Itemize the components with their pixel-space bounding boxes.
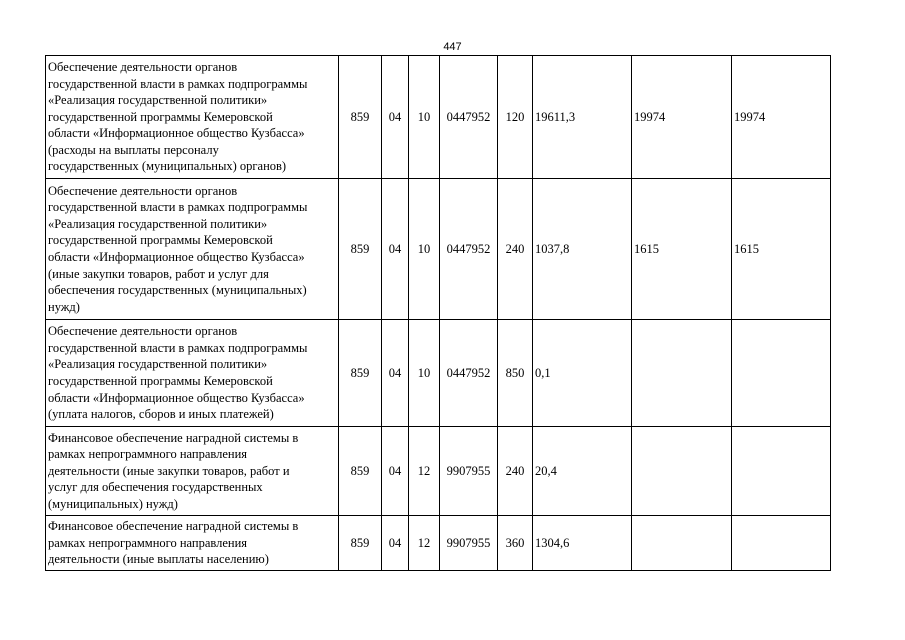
- amount-2: [632, 516, 732, 571]
- subsection-code: 10: [409, 56, 440, 179]
- target-article-code: 0447952: [440, 179, 498, 320]
- row-description: Финансовое обеспечение наградной системы в рамках непрограммного направления деятельности (иные закупки товаров, работ и услуг для обеспечения государственных (муниципальных) нужд): [46, 427, 339, 516]
- ministry-code: 859: [339, 179, 382, 320]
- amount-1: 20,4: [533, 427, 632, 516]
- target-article-code: 9907955: [440, 516, 498, 571]
- amount-3: 19974: [732, 56, 831, 179]
- target-article-code: 0447952: [440, 320, 498, 427]
- amount-3: 1615: [732, 179, 831, 320]
- subsection-code: 10: [409, 320, 440, 427]
- section-code: 04: [382, 179, 409, 320]
- section-code: 04: [382, 427, 409, 516]
- ministry-code: 859: [339, 516, 382, 571]
- expense-type-code: 120: [498, 56, 533, 179]
- page-number: 447: [443, 41, 462, 53]
- budget-table: [45, 55, 831, 571]
- table-row: [46, 427, 831, 516]
- ministry-code: 859: [339, 56, 382, 179]
- row-description: Обеспечение деятельности органов государственной власти в рамках подпрограммы «Реализация государственной политики» государственной программы Кемеровской области «Информационное общество Кузбасса» (расходы на выплаты персоналу государственных (муниципальных) органов): [46, 56, 339, 179]
- section-code: 04: [382, 516, 409, 571]
- amount-2: 1615: [632, 179, 732, 320]
- amount-1: 0,1: [533, 320, 632, 427]
- section-code: 04: [382, 320, 409, 427]
- amount-2: 19974: [632, 56, 732, 179]
- row-description: Финансовое обеспечение наградной системы в рамках непрограммного направления деятельности (иные выплаты населению): [46, 516, 339, 571]
- subsection-code: 12: [409, 427, 440, 516]
- amount-1: 1037,8: [533, 179, 632, 320]
- subsection-code: 10: [409, 179, 440, 320]
- amount-3: [732, 516, 831, 571]
- expense-type-code: 240: [498, 427, 533, 516]
- expense-type-code: 240: [498, 179, 533, 320]
- ministry-code: 859: [339, 427, 382, 516]
- ministry-code: 859: [339, 320, 382, 427]
- expense-type-code: 360: [498, 516, 533, 571]
- target-article-code: 9907955: [440, 427, 498, 516]
- table-row: [46, 320, 831, 427]
- amount-3: [732, 427, 831, 516]
- table-row: [46, 56, 831, 179]
- row-description: Обеспечение деятельности органов государственной власти в рамках подпрограммы «Реализация государственной политики» государственной программы Кемеровской области «Информационное общество Кузбасса» (уплата налогов, сборов и иных платежей): [46, 320, 339, 427]
- table-row: [46, 516, 831, 571]
- section-code: 04: [382, 56, 409, 179]
- expense-type-code: 850: [498, 320, 533, 427]
- target-article-code: 0447952: [440, 56, 498, 179]
- table-row: [46, 179, 831, 320]
- subsection-code: 12: [409, 516, 440, 571]
- amount-1: 19611,3: [533, 56, 632, 179]
- amount-2: [632, 320, 732, 427]
- row-description: Обеспечение деятельности органов государственной власти в рамках подпрограммы «Реализация государственной политики» государственной программы Кемеровской области «Информационное общество Кузбасса» (иные закупки товаров, работ и услуг для обеспечения государственных (муниципальных) нужд): [46, 179, 339, 320]
- amount-2: [632, 427, 732, 516]
- amount-1: 1304,6: [533, 516, 632, 571]
- amount-3: [732, 320, 831, 427]
